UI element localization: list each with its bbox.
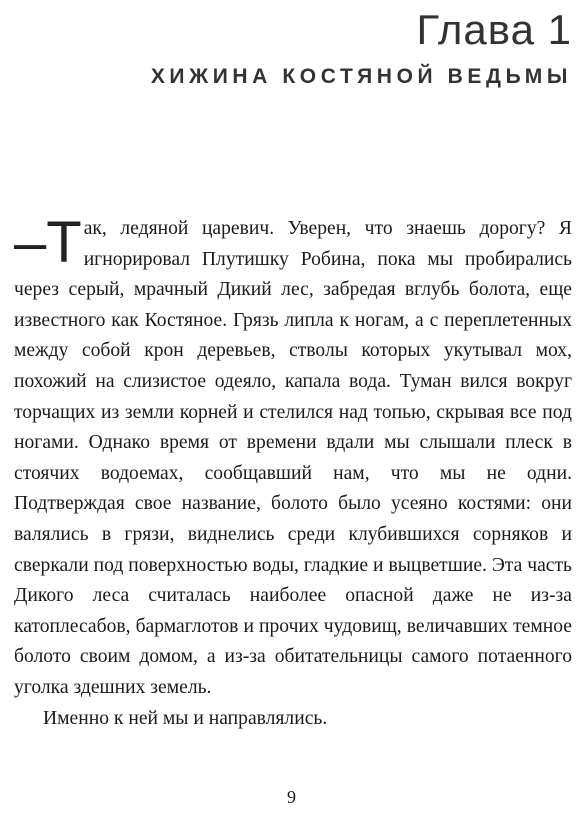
page-number: 9	[287, 787, 296, 807]
drop-cap: –Т	[14, 210, 82, 275]
paragraph-1	[14, 210, 572, 704]
paragraph-1-text: ак, ледяной царевич. Уверен, что знаешь дорогу? Я игнорировал Плутишку Робина, пока мы пробирались через серый, мрачный Дикий лес, забредая вглубь болота, еще известного как Костяное. Грязь липла к ногам, а с переплетенных между собой крон деревьев, стволы которых укутывал мох, похожий на слизистое одеяло, капала вода. Туман вился вокруг торчащих из земли корней и стелился над топью, скрывая все под ногами. Однако время от времени вдали мы слышали плеск в стоячих водоемах, сообщавший нам, что мы не одни. Подтверждая свое название, болото было усеяно костями: они валялись в грязи, виднелись среди клубившихся сорняков и сверкали под поверхностью воды, гладкие и выцветшие. Эта часть Дикого леса считалась наиболее опасной даже не из-за катоплесабов, бармаглотов и прочих чудовищ, величавших темное болото своим домом, а из-за обитательницы самого потаенного уголка здешних земель.	[14, 218, 572, 698]
chapter-title: ХИЖИНА КОСТЯНОЙ ВЕДЬМЫ	[150, 65, 572, 88]
paragraph-2: Именно к ней мы и направлялись.	[43, 707, 328, 729]
chapter-number: Глава 1	[416, 6, 572, 53]
body-text	[14, 210, 572, 734]
